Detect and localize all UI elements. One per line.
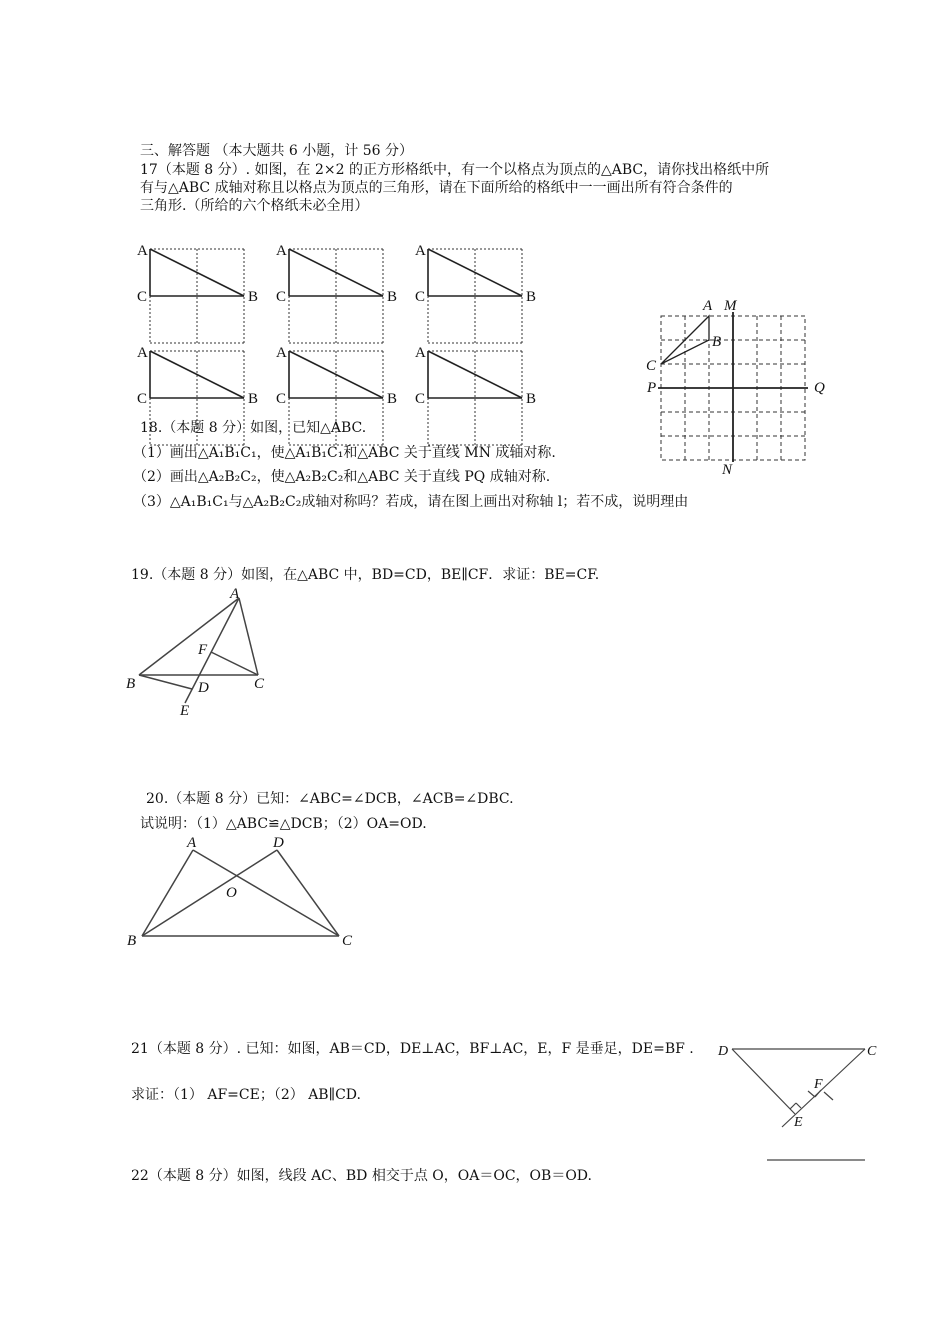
q21-label-f: F <box>814 1077 823 1092</box>
q17-grid-label-c: C <box>137 289 148 305</box>
q17-grid-label-b: B <box>526 391 537 407</box>
q21-label-e: E <box>794 1115 803 1130</box>
q17-grid-6 <box>415 345 536 445</box>
q17-grid-label-c: C <box>137 391 148 407</box>
q18-label-a: A <box>703 298 713 314</box>
q17-grid-label-a: A <box>137 345 148 361</box>
q17-grid-label-a: A <box>415 345 426 361</box>
q18-label-m: M <box>724 298 737 314</box>
triangle-side <box>150 351 244 398</box>
q17-grid-label-b: B <box>387 391 398 407</box>
q21-figure <box>710 1034 890 1164</box>
q17-grid-label-b: B <box>248 289 259 305</box>
q18-label-q: Q <box>814 380 825 396</box>
q17-line2: 有与△ABC 成轴对称且以格点为顶点的三角形，请在下面所给的格纸中一一画出所有符合条件的 <box>140 180 733 196</box>
q18-title: 18.（本题 8 分）如图，已知△ABC. <box>140 420 367 436</box>
q17-line1: 17（本题 8 分）. 如图，在 2×2 的正方形格纸中，有一个以格点为顶点的△ABC，请你找出格纸中所 <box>140 162 770 178</box>
q20-label-o: O <box>226 885 237 901</box>
triangle-side <box>289 351 383 398</box>
q20-label-a: A <box>187 835 197 851</box>
q21-line2: 求证：（1） AF=CE；（2） AB∥CD. <box>131 1087 361 1103</box>
q17-grid-2 <box>276 243 397 343</box>
q17-grid-label-c: C <box>415 391 426 407</box>
q17-grid-1 <box>137 243 258 343</box>
q17-grid-label-b: B <box>248 391 259 407</box>
q17-grid-label-b: B <box>387 289 398 305</box>
q19-figure <box>120 584 290 724</box>
triangle-side <box>289 249 383 296</box>
q17-grid-label-a: A <box>137 243 148 259</box>
triangle-side <box>428 351 522 398</box>
q17-line3: 三角形.（所给的六个格纸未必全用） <box>140 198 369 214</box>
q18-label-c: C <box>646 358 657 374</box>
q20-label-c: C <box>342 933 353 949</box>
q19-label-a: A <box>230 586 240 602</box>
triangle-side <box>428 249 522 296</box>
q18-label-n: N <box>722 462 733 478</box>
q19-label-d: D <box>198 680 209 696</box>
q20-figure <box>120 832 360 952</box>
q21-label-d: D <box>718 1044 729 1059</box>
q19-label-b: B <box>126 676 136 692</box>
q19-label-e: E <box>180 703 190 719</box>
q18-label-b: B <box>712 334 722 350</box>
q19-label-f: F <box>198 642 208 658</box>
q20-label-d: D <box>273 835 284 851</box>
q19-text: 19.（本题 8 分）如图，在△ABC 中，BD=CD，BE∥CF．求证：BE=CF. <box>131 567 600 583</box>
q17-grid-label-b: B <box>526 289 537 305</box>
q18-part1: （1）画出△A₁B₁C₁，使△A₁B₁C₁和△ABC 关于直线 MN 成轴对称. <box>133 445 556 461</box>
q22-text: 22（本题 8 分）如图，线段 AC、BD 相交于点 O，OA＝OC，OB＝OD. <box>131 1168 592 1184</box>
q18-part2: （2）画出△A₂B₂C₂，使△A₂B₂C₂和△ABC 关于直线 PQ 成轴对称. <box>133 469 551 485</box>
q18-part3: （3）△A₁B₁C₁与△A₂B₂C₂成轴对称吗？若成，请在图上画出对称轴 l；若不成，说明理由 <box>133 494 689 510</box>
q20-line1: 20.（本题 8 分）已知：∠ABC=∠DCB，∠ACB=∠DBC. <box>146 791 514 807</box>
q18-figure <box>640 298 840 478</box>
q17-grid-label-c: C <box>276 391 287 407</box>
q17-grid-3 <box>415 243 536 343</box>
q21-line1: 21（本题 8 分）. 已知：如图，AB＝CD，DE⊥AC，BF⊥AC，E，F 是垂足，DE=BF . <box>131 1041 694 1057</box>
q17-grid-label-a: A <box>276 243 287 259</box>
section-header: 三、解答题 （本大题共 6 小题，计 56 分） <box>140 143 413 159</box>
q21-label-c: C <box>867 1044 877 1059</box>
q17-grid-label-a: A <box>276 345 287 361</box>
q20-line2: 试说明：（1）△ABC≌△DCB；（2）OA=OD. <box>140 816 427 832</box>
q18-label-p: P <box>647 380 657 396</box>
q17-grid-label-c: C <box>415 289 426 305</box>
q19-label-c: C <box>254 676 265 692</box>
q17-grid-label-c: C <box>276 289 287 305</box>
q17-grid-label-a: A <box>415 243 426 259</box>
q20-label-b: B <box>127 933 137 949</box>
triangle-side <box>150 249 244 296</box>
